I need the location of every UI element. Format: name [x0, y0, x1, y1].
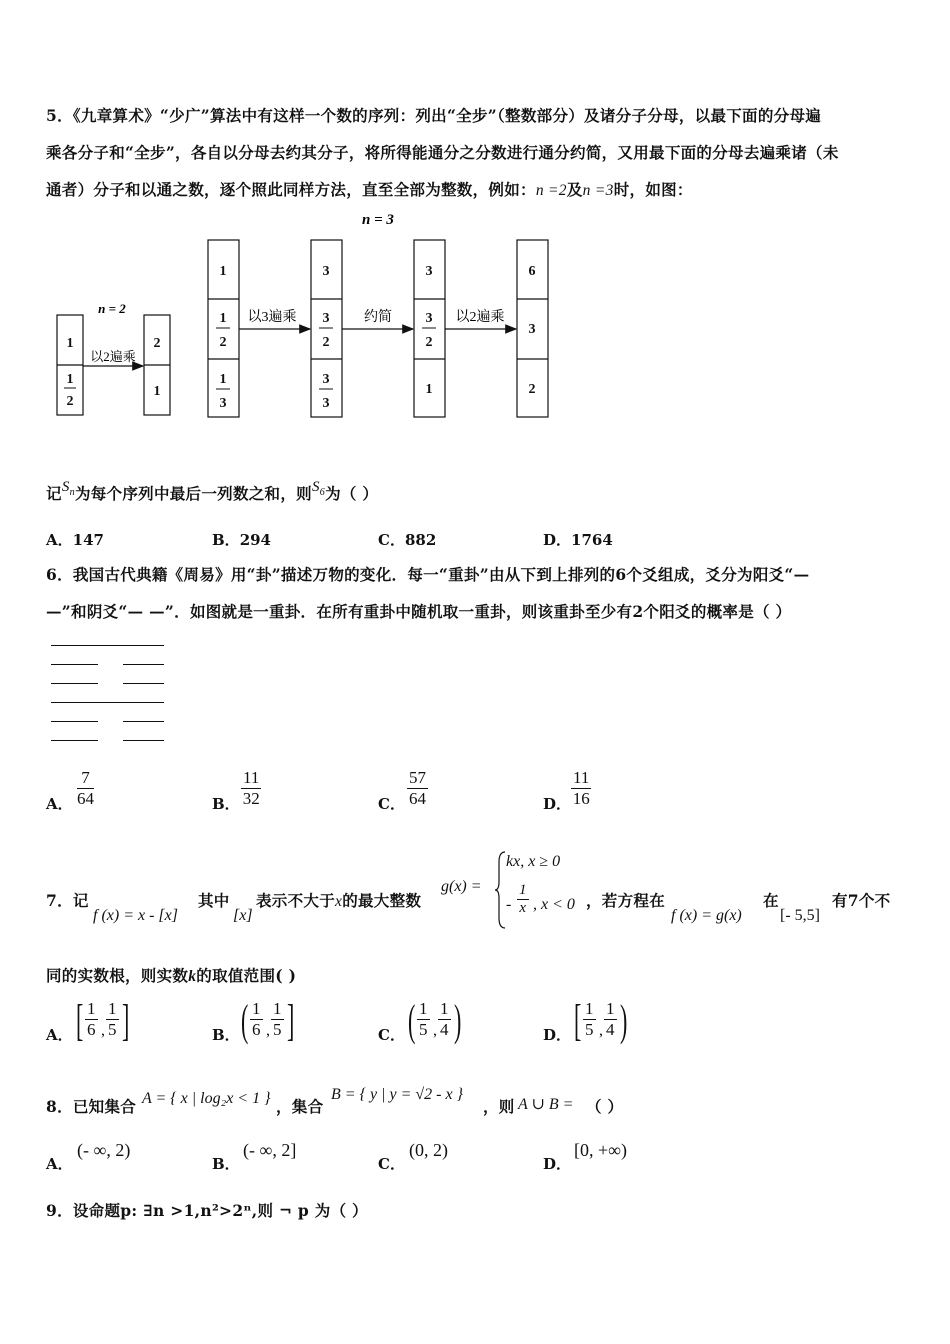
- yao-yin-right: [123, 721, 164, 722]
- q8-set-b: B = { y | y = √2 - x }: [331, 1086, 463, 1103]
- q6-line2: —”和阴爻“— —”．如图就是一重卦．在所有重卦中随机取一重卦，则该重卦至少有2个阳爻的概率是（ ）: [46, 602, 792, 621]
- q7-case2-frac: $\frac{1}{x}$: [519, 882, 527, 916]
- cell: 1: [219, 311, 227, 326]
- q7-eq: f (x) = g(x): [671, 907, 742, 924]
- q5-option-c[interactable]: C．882: [378, 531, 437, 549]
- cell: 2: [153, 336, 161, 351]
- q8-ze: ，则: [483, 1097, 515, 1116]
- q7-case1: kx, x ≥ 0: [506, 853, 561, 870]
- n3-expr: n =3: [582, 182, 614, 199]
- q7-qizhong: 其中: [198, 891, 230, 910]
- cell: 2: [219, 335, 227, 350]
- cell: 1: [425, 382, 433, 397]
- q7-bracket: [x]: [233, 907, 253, 924]
- q8-union: A ∪ B =: [518, 1096, 574, 1113]
- q7-f-def: f (x) = x - [x]: [93, 907, 178, 924]
- cell: 3: [322, 311, 330, 326]
- step-n2-label: 以2遍乘: [90, 349, 136, 364]
- q7-desc: 表示不大于x的最大整数: [256, 891, 422, 910]
- yao-yin-right: [123, 740, 164, 741]
- cell: 3: [219, 396, 227, 411]
- yao-yang: [51, 645, 164, 646]
- q7-line2: 同的实数根，则实数k的取值范围( ): [46, 966, 297, 985]
- q8-prefix: 8．已知集合: [46, 1097, 137, 1116]
- q7-prefix: 7．记: [46, 891, 89, 910]
- cell: 2: [322, 335, 330, 350]
- q9-text: 9．设命题p: ∃n >1,n²>2ⁿ,则 ¬ p 为（ ）: [46, 1201, 368, 1220]
- yao-yin-left: [51, 721, 98, 722]
- cell: 3: [322, 264, 330, 279]
- yao-yin-right: [123, 683, 164, 684]
- cell: 3: [425, 311, 433, 326]
- yao-yin-left: [51, 740, 98, 741]
- cell: 3: [322, 396, 330, 411]
- q5-question: 记$S_n$为每个序列中最后一列数之和，则$S_6$为（ ）: [46, 479, 379, 503]
- cell: 3: [322, 372, 330, 387]
- step1-label: 以3遍乘: [247, 310, 297, 325]
- q6-line1: 6．我国古代典籍《周易》用“卦”描述万物的变化．每一“重卦”由从下到上排列的6个爻组成，爻分为阳爻“—: [46, 565, 810, 584]
- cell: 1: [219, 372, 227, 387]
- q8-mid: ，集合: [276, 1097, 324, 1116]
- step3-label: 以2遍乘: [455, 310, 505, 325]
- cell: 1: [66, 372, 74, 387]
- q7-mid: ，若方程在: [586, 891, 666, 910]
- q5-option-d[interactable]: D．1764: [543, 531, 613, 549]
- q7-case2-sign: -: [506, 896, 512, 913]
- q8-paren: （ ）: [586, 1097, 624, 1116]
- q8-set-a: A = { x | log₂x < 1 }: [142, 1090, 271, 1107]
- q5-option-a[interactable]: A．147: [46, 531, 104, 549]
- q5-line1: 5．《九章算术》“少广”算法中有这样一个数的序列：列出“全步”（整数部分）及诸分子分母，以最下面的分母遍: [46, 106, 822, 125]
- q5-line3: 通者）分子和以通之数，逐个照此同样方法，直至全部为整数，例如：n =2及n =3时，如图：: [46, 180, 693, 199]
- n2-label: n = 2: [98, 301, 126, 316]
- q5-line2: 乘各分子和“全步”，各自以分母去约其分子，将所得能通分之分数进行通分约简，又用最下面的分母去遍乘诸（未: [46, 143, 839, 162]
- q7-zai: 在: [763, 891, 779, 910]
- q7-interval: [- 5,5]: [780, 907, 820, 924]
- q7-case2-cond: , x < 0: [533, 896, 575, 913]
- yao-yin-right: [123, 664, 164, 665]
- cell: 6: [528, 264, 536, 279]
- cell: 2: [425, 335, 433, 350]
- cell: 2: [66, 394, 74, 409]
- cell: 2: [528, 382, 536, 397]
- cell: 1: [219, 264, 227, 279]
- cell: 1: [153, 384, 161, 399]
- q5-option-b[interactable]: B．294: [212, 531, 271, 549]
- step2-label: 约简: [364, 310, 392, 325]
- yao-yin-left: [51, 683, 98, 684]
- q5-diagram: [0, 200, 950, 425]
- yao-yin-left: [51, 664, 98, 665]
- n2-expr: n =2: [535, 182, 567, 199]
- q7-g-def: g(x) =: [441, 878, 482, 895]
- cell: 1: [66, 336, 74, 351]
- yao-yang: [51, 702, 164, 703]
- q7-tail: 有7个不: [832, 891, 891, 910]
- cell: 3: [425, 264, 433, 279]
- cell: 3: [528, 322, 536, 337]
- n3-label: n = 3: [362, 212, 394, 228]
